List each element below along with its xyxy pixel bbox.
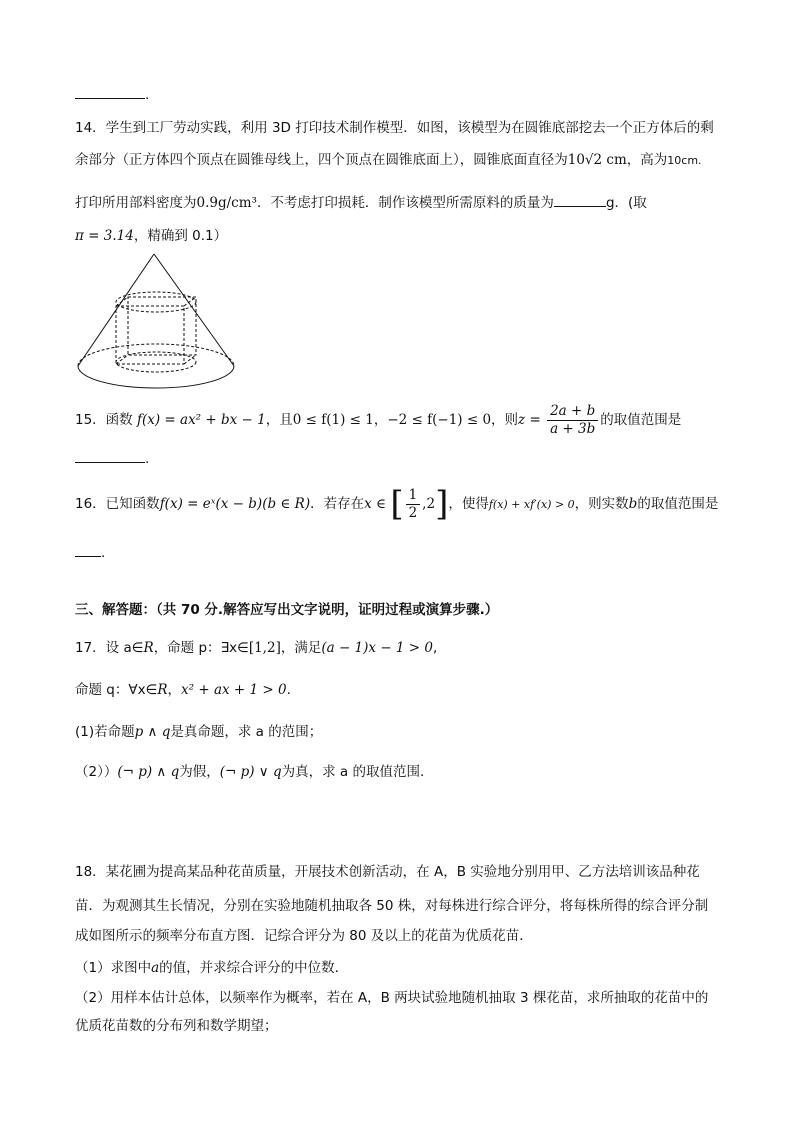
q17-line1: 17．设 a∈R，命题 p：∃x∈[1,2]，满足(a − 1)x − 1 > 0,: [75, 640, 438, 656]
q15-condition2: −2 ≤ f(−1) ≤ 0: [387, 412, 492, 428]
q17-line2: 命题 q：∀x∈R，x² + ax + 1 > 0.: [75, 682, 291, 698]
q14-line1: 14．学生到工厂劳动实践，利用 3D 打印技术制作模型．如图，该模型为在圆锥底部挖去一个正方体后的剩: [75, 120, 714, 136]
q16-line1: 16．已知函数f(x) = eˣ(x − b)(b ∈ R)．若存在x ∈ [ $\frac{1}{2}$ ,2]，使得f(x) + xf′(x) > 0，则实数b的取值范围是: [75, 484, 719, 524]
q17-inequality-p: (a − 1)x − 1 > 0: [321, 640, 433, 656]
q17-part2: （2））(¬ p) ∧ q为假，(¬ p) ∨ q为真，求 a 的取值范围.: [75, 764, 425, 780]
answer-blank: [75, 448, 145, 463]
cone-figure: [70, 250, 245, 390]
q15-condition1: 0 ≤ f(1) ≤ 1: [292, 412, 374, 428]
q18-line1: 18．某花圃为提高某品种花苗质量，开展技术创新活动，在 A，B 实验地分别用甲、乙方法培训该品种花: [75, 864, 700, 880]
q17-inequality-q: x² + ax + 1 > 0: [181, 682, 287, 698]
q16-condition: f(x) + xf′(x) > 0: [488, 498, 575, 511]
q14-line4: π = 3.14，精确到 0.1）: [75, 228, 228, 244]
section-heading: 三、解答题：（共 70 分.解答应写出文字说明，证明过程或演算步骤.）: [75, 602, 499, 618]
q15-line1: 15．函数 f(x) = ax² + bx − 1，且0 ≤ f(1) ≤ 1，−2 ≤ f(−1) ≤ 0，则z = $\frac{2a + b}{a + 3b}$ 的取值范围是: [75, 402, 682, 437]
answer-blank: [75, 542, 101, 557]
q14-line3: 打印所用部料密度为0.9g/cm³．不考虑打印损耗．制作该模型所需原料的质量为 g．(取: [75, 192, 647, 213]
cone-base-front: [78, 366, 234, 388]
q17-part1: (1)若命题p ∧ q是真命题，求 a 的范围；: [75, 724, 323, 740]
q16-interval-fraction: $\frac{1}{2}$: [406, 487, 421, 522]
q14-diameter: 10√2 cm: [567, 152, 627, 168]
answer-blank: [554, 192, 606, 207]
q18-part2-line2: 优质花苗数的分布列和数学期望；: [75, 1018, 278, 1034]
cube-dashed: [116, 292, 196, 372]
q16-answer-line: .: [75, 542, 105, 563]
q18-line2: 苗．为观测其生长情况，分别在实验地随机抽取各 50 株，对每株进行综合评分，将每株所得的综合评分制: [75, 898, 709, 914]
q18-part2-line1: （2）用样本估计总体，以频率作为概率，若在 A，B 两块试验地随机抽取 3 棵花苗，求所抽取的花苗中的: [75, 990, 709, 1006]
q18-part1: （1）求图中a的值，并求综合评分的中位数．: [75, 960, 349, 976]
q15-fraction: $\frac{2a + b}{a + 3b}$: [547, 403, 598, 438]
q15-answer-line: .: [75, 448, 149, 469]
answer-blank: [75, 84, 145, 99]
q14-density: 0.9g/cm³: [196, 195, 257, 211]
q14-line2: 余部分（正方体四个顶点在圆锥母线上，四个顶点在圆锥底面上），圆锥底面直径为10√2 cm，高为10cm.: [75, 152, 702, 168]
q18-line3: 成如图所示的频率分布直方图．记综合评分为 80 及以上的花苗为优质花苗．: [75, 928, 533, 944]
q15-function: f(x) = ax² + bx − 1: [136, 412, 266, 428]
prev-answer-line: .: [75, 84, 149, 105]
cone-generatrix-right: [154, 254, 234, 366]
q16-function: f(x) = eˣ(x − b)(b ∈ R): [159, 496, 311, 512]
